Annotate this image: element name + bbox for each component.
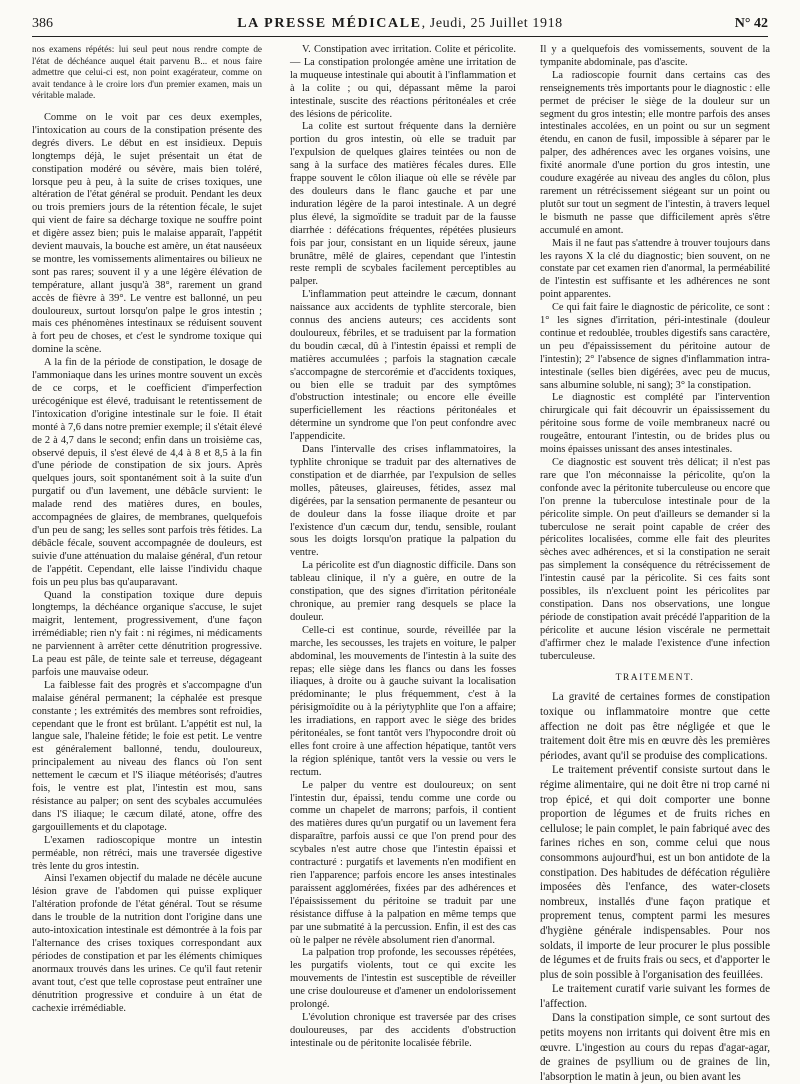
paragraph: Le diagnostic est complété par l'intervention chirurgicale qui fait découvrir un épaississement du péritoine sous forme de voile membraneux nacré ou rougeâtre, entourant l'intestin, ou de brides plus ou moins épaisses unissant des anses intestinales. — [540, 392, 770, 456]
section-title-traitement: TRAITEMENT. — [615, 672, 695, 683]
paragraph: Ainsi l'examen objectif du malade ne décèle aucune lésion grave de l'abdomen qui puisse expliquer l'altération profonde de l'état général. Tout se résume dans le trouble de la nutrition dont l'origine dans une auto-intoxication intestinale est démontrée à la fois par l'alternance des crises toxiques correspondant aux périodes de constipation et par les éléments chimiques anormaux trouvés dans les urines. Ce qu'il faut retenir avant tout, c'est que telle coprostase peut entraîner une dénutrition progressive et conduire à un état de cachexie irrémédiable. — [32, 873, 262, 1014]
paragraph: Ce qui fait faire le diagnostic de péricolite, ce sont : 1° les signes d'irritation, péri-intestinale (douleur continue et redoublée, troubles digestifs sans caractère, un peu d'épaississement du péritoine autour de l'intestin); 2° l'absence de signes d'inflammation intra-intestinale (selles bien digérées, avec peu de mucus, sans albumine soluble, ni sang); 3° la constipation. — [540, 302, 770, 391]
paragraph: La faiblesse fait des progrès et s'accompagne d'un malaise général permanent; la céphalée est presque constante ; les extrémités des membres sont refroidies, cependant que le front est brûlant. L'appétit est nul, la langue sale, l'haleine fétide; le foie est petit. Le ventre est généralement ballonné, tendu, douloureux, principalement au niveau des flancs où l'on sent nettement le cæcum et l'S iliaque météorisés; d'autres fois, le ventre est plat, l'intestin est mou, sans résistance au palper; on sent des scybales accumulées dans l'S iliaque; le cæcum dilaté, atone, offre des gargouillements et du clapotage. — [32, 679, 262, 833]
paragraph: L'évolution chronique est traversée par des crises douloureuses, par des accidents d'obstruction intestinale ou de péritonite localisée fébrile. — [290, 1011, 516, 1049]
paragraph: Le traitement préventif consiste surtout dans le régime alimentaire, qui ne doit être ni trop carné ni trop épicé, et qui doit comporter une bonne proportion de légumes et de fruits riches en cellulose; le pain complet, le pain fabriqué avec des farines riches en son, comme celui que nous consommons aujourd'hui, est un bon antidote de la constipation. Des habitudes de défécation régulière imposées dès l'enfance, des water-closets nombreux, installés d'une façon pratique et proprement tenus, comptent parmi les mesures d'hygiène générale indispensables. Pour nos soldats, il importe de leur procurer le plus possible de légumes et de fruits frais ou secs, et d'apporter le plus de soin possible à l'organisation des feuillées. — [540, 764, 770, 981]
paragraph: Dans l'intervalle des crises inflammatoires, la typhlite chronique se traduit par des alternatives de constipation et de diarrhée, par l'expulsion de selles molles, pâteuses, glaireuses, fétides, assez mal digérées, par la sensation permanente de pesanteur ou de douleur dans la fosse iliaque droite et par l'existence d'un cæcum dur, tendu, sensible, roulant sous les doigts lorsqu'on pratique la palpation du ventre. — [290, 444, 516, 559]
section-heading-paragraph: V. Constipation avec irritation. Colite et péricolite. — La constipation prolongée amène une irritation de la muqueuse intestinale qui aboutit à l'inflammation et à la colite ; ou qui, dépassant même la paroi intestinale, suscite des réactions péritonéales et crée des lésions de péricolite. — [290, 44, 516, 120]
paragraph: L'examen radioscopique montre un intestin perméable, non rétréci, mais une traversée digestive très lente du gros intestin. — [32, 834, 262, 872]
running-title — [32, 16, 768, 32]
paragraph: La colite est surtout fréquente dans la dernière portion du gros intestin, où elle se traduit par l'expulsion de quelques glaires teintées ou non de sang à la surface des matières fécales dures. Elle frappe souvent le côlon iliaque où elle se révèle par des douleurs dans le flanc gauche et par une induration légère de la paroi intestinale. A un degré plus élevé, la sigmoïdite se traduit par de la fausse diarrhée : défécations fréquentes, répétées plusieurs fois par jour, consistant en un liquide séreux, jaune brunâtre, mêlé de glaires, cependant que l'intestin reste rempli de scybales facilement perceptibles au palper. — [290, 121, 516, 288]
issue-number: N° 42 — [734, 16, 768, 31]
paragraph: Le palper du ventre est douloureux; on sent l'intestin dur, épaissi, tendu comme une corde ou comme un chapelet de marrons; parfois, il contient des matières dures qu'un purgatif ou un lavement fera disparaître, parfois aussi ce que l'on prend pour des scybales n'est autre chose que l'intestin épaissi et contracturé : purgatifs et lavements n'en modifient en rien l'apparence; parfois encore les anses intestinales paraissent agglomérées, fixées par des adhérences et l'épaississement du péritoine se traduit par une résistance diffuse à la palpation en même temps que par une submatité à la percussion. Enfin, il est des cas où le palper ne révèle absolument rien d'anormal. — [290, 779, 516, 946]
paragraph: La radioscopie fournit dans certains cas des renseignements très importants pour le diagnostic : elle permet de préciser le siège de la douleur sur un segment du gros intestin; elle montre parfois des anses intestinales accolées, en un point ou sur un segment étendu, en canon de fusil, impossible à séparer par le palper, des adhérences avec les organes voisins, une fixité anormale d'une portion du gros intestin, une coudure exagérée au niveau des angles du côlon, plus rarement un rétrécissement siégeant sur un point ou plutôt sur tout un segment de l'intestin, à travers lequel le bismuth ne passe que difficilement après s'être accumulé en amont. — [540, 69, 770, 236]
paragraph: Comme on le voit par ces deux exemples, l'intoxication au cours de la constipation présente des degrés divers. Le début en est insidieux. Depuis longtemps déjà, le sujet présentait un état de constipation modéré ou sévère, mais bien toléré, lorsque peu à peu, à la suite de crises toxiques, une altération de l'état général se produit. Pendant les deux ou trois premiers jours de la rétention fécale, le sujet qui vient de faire sa décharge toxique ne souffre point et digère assez bien; puis le malaise apparaît, l'appétit devient mauvais, la bouche est amère, un état nauséeux se montre, les vomissements alimentaires ou bilieux ne sont pas rares; souvent il y a une légère élévation de température, allant jusqu'à 38°, rarement un grand accès de fièvre à 39°. Le ventre est ballonné, un peu douloureux, surtout lorsqu'on palpe le gros intestin ; mais ces phénomènes intestinaux se réduisent souvent à fort peu de choses, et c'est le syndrome toxique qui domine la scène. — [32, 111, 262, 356]
issue-date: , Jeudi, 25 Juillet 1918 — [421, 16, 563, 31]
paragraph: Celle-ci est continue, sourde, réveillée par la marche, les secousses, les trajets en voiture, le palper abdominal, les mouvements de l'intestin à la suite des repas; elle siège dans les flancs ou dans les fosses iliaques, à droite ou à gauche suivant la localisation prédominante; le plus fréquemment, c'est à la périsigmoïdite ou à la périytyphlite que l'on a affaire; les irradiations, en rapport avec le siège des brides péritonéales, se font tantôt vers l'hypocondre droit où elles font croire à une affection hépatique, tantôt vers la région splénique, tantôt vers la vessie ou vers le rectum. — [290, 624, 516, 778]
paragraph: Ce diagnostic est souvent très délicat; il n'est pas rare que l'on méconnaisse la péricolite, qu'on la confonde avec la péritonite tuberculeuse ou encore que l'on prenne la tuberculose intestinale pour de la péricolite simple. On peut d'ailleurs se demander si la tuberculose ne serait point capable de créer des péricolites localisées, comme elle fait des pleurites sèches avec adhérences, et si la constipation ne serait pas simplement la conséquence du rétrécissement de l'intestin causé par la péricolite. Si ces faits sont possibles, ils n'excluent point les péricolites par constipation. Dans nos observations, une longue période de constipation avait précédé l'apparition de la péricolite et aucune lésion viscérale ne permettait d'affirmer chez le malade l'existence d'une infection tuberculeuse. — [540, 457, 770, 662]
column-left — [32, 44, 262, 1074]
paragraph: Mais il ne faut pas s'attendre à trouver toujours dans les rayons X la clé du diagnostic; bien souvent, on ne constate par cet examen rien d'anormal, la perméabilité de l'intestin est suffisante et les adhérences ne sont point apparentes. — [540, 237, 770, 301]
column-middle — [290, 44, 516, 1074]
paragraph: Quand la constipation toxique dure depuis longtemps, la déchéance organique s'accuse, le sujet maigrit, lentement, progressivement, d'une façon irrémédiable; rien n'y fait : ni régimes, ni médicaments ne parviennent à arrêter cette dénutrition progressive. La peau est pâle, de teinte sale et terreuse, dégageant parfois une mauvaise odeur. — [32, 589, 262, 678]
paragraph: Dans la constipation simple, ce sont surtout des petits moyens non irritants qui doivent être mis en œuvre. L'ingestion au cours du repas d'agar-agar, de graines de psyllium ou de graines de lin, l'absorption le matin à jeun, ou bien avant les — [540, 1012, 770, 1083]
page-number: 386 — [32, 16, 53, 31]
paragraph: nos examens répétés: lui seul peut nous rendre compte de l'état de déchéance auquel était parvenu B... et nous faire admettre que celui-ci est, non point exagérateur, comme on avait tendance à le croire lors d'un premier examen, mais un véritable malade. — [32, 44, 262, 101]
paragraph: La péricolite est d'un diagnostic difficile. Dans son tableau clinique, il n'y a guère, en outre de la constipation, que des signes d'irritation péritonéale chronique, au premier rang desquels se place la douleur. — [290, 560, 516, 623]
journal-name: LA PRESSE MÉDICALE — [237, 16, 422, 31]
paragraph: L'inflammation peut atteindre le cæcum, donnant naissance aux accidents de typhlite stercorale, bien connus des anciens auteurs; ces accidents sont douloureux, fébriles, et se traduisent par la formation du boudin cæcal, dû à l'intestin épaissi et rempli de matières accumulées ; parfois la stagnation cæcale s'accompagne de stercorémie et d'accidents toxiques, ou bien elle se traduit par des symptômes d'obstruction intestinale; ou encore elle éveille superficiellement les réactions péritonéales et détermine un syndrome que l'on peut confondre avec l'appendicite. — [290, 289, 516, 443]
page-header — [32, 14, 768, 37]
paragraph: Il y a quelquefois des vomissements, souvent de la tympanite abdominale, pas d'ascite. — [540, 44, 770, 68]
paragraph: A la fin de la période de constipation, le dosage de l'ammoniaque dans les urines montre souvent un excès de ce corps, et le coefficient d'imperfection urécogénique est élevé, traduisant le retentissement de l'intoxication d'origine intestinale sur le foie. Il était monté à 7,6 dans notre premier exemple; il s'était élevé de 2 à 4,7 dans le second; enfin dans un troisième cas, observé depuis, il s'est élevé de 4,4 à 8 et 8,5 à la fin d'une période de constipation de six jours. Après quelques jours, soit spontanément soit à la suite d'un purgatif ou d'un lavement, une débâcle survient: le malade rend des matières dures, en boules, accompagnées de glaires, de membranes, quelquefois d'un peu de sang; les selles sont parfois très fétides. La débâcle fécale, souvent accompagnée de douleurs, est suivie d'une atténuation du malaise général, d'un retour de l'appétit. Cependant, elle laisse l'individu chaque fois un peu plus bas qu'auparavant. — [32, 357, 262, 588]
paragraph: La palpation trop profonde, les secousses répétées, les purgatifs violents, tout ce qui excite les mouvements de l'intestin est susceptible de réveiller une crise douloureuse et d'amener un endolorissement prolongé. — [290, 947, 516, 1011]
paragraph-gap — [32, 102, 262, 112]
column-right — [540, 44, 770, 1083]
paragraph: La gravité de certaines formes de constipation toxique ou inflammatoire montre que cette affection ne doit pas être négligée et que le traitement doit être mis en œuvre dès les premières périodes, avant qu'il se produise des complications. — [540, 691, 770, 762]
paragraph: Le traitement curatif varie suivant les formes de l'affection. — [540, 983, 770, 1010]
